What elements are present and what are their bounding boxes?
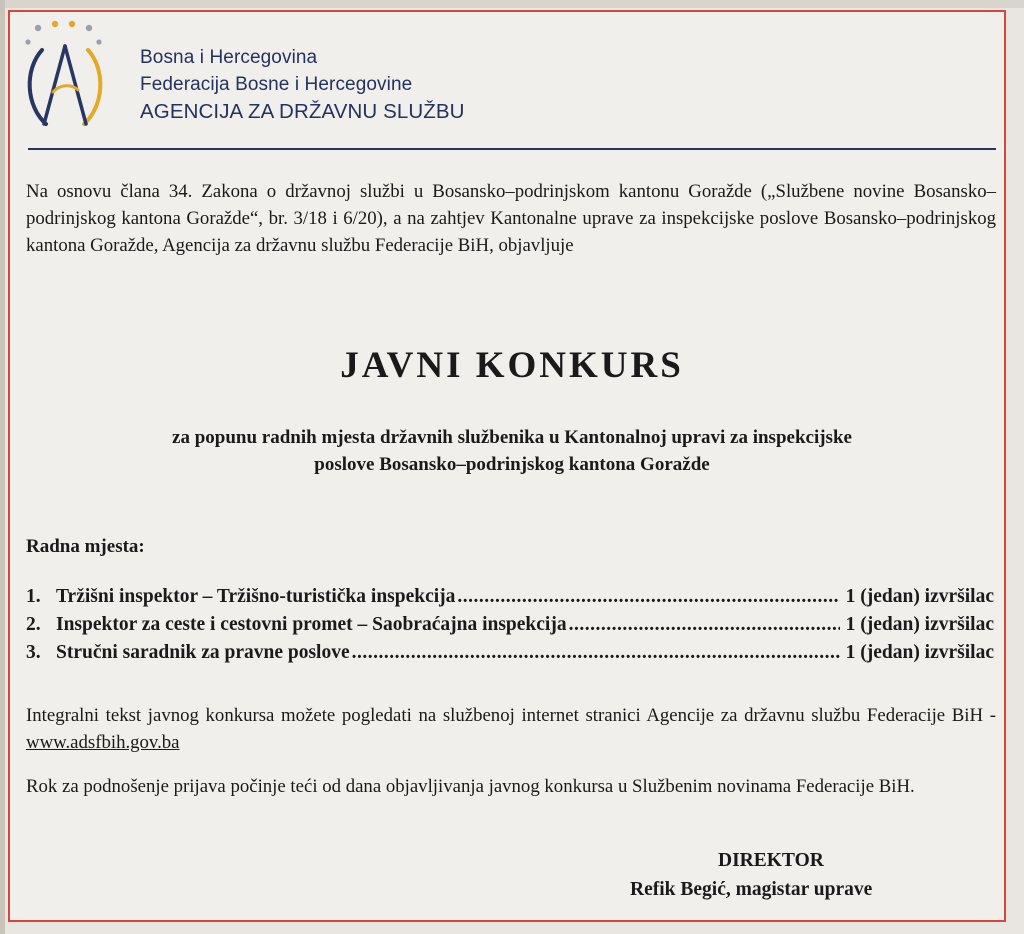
dot-leader	[457, 586, 839, 608]
position-title: Inspektor za ceste i cestovni promet – Saobraćajna inspekcija	[56, 614, 567, 635]
scan-top-strip	[0, 0, 1024, 8]
dot-leader	[569, 614, 840, 636]
position-title: Stručni saradnik za pravne poslove	[56, 642, 350, 663]
position-count: 1 (jedan) izvršilac	[845, 642, 994, 663]
position-number: 3.	[26, 642, 41, 663]
federation-name: Federacija Bosne i Hercegovine	[140, 74, 413, 95]
subtitle-line-1: za popunu radnih mjesta državnih službenika u Kantonalnoj upravi za inspekcijske	[172, 427, 852, 448]
agency-header	[140, 44, 465, 125]
position-item	[26, 586, 994, 614]
position-count: 1 (jedan) izvršilac	[845, 586, 994, 607]
position-number: 1.	[26, 586, 41, 607]
announcement-title: JAVNI KONKURS	[340, 345, 684, 386]
integral-text-paragraph	[26, 702, 996, 756]
subtitle-line-2: poslove Bosansko–podrinjskog kantona Goražde	[314, 454, 710, 475]
scan-left-edge	[0, 0, 5, 934]
intro-paragraph: Na osnovu člana 34. Zakona o državnoj službi u Bosansko–podrinjskom kantonu Goražde („Službene novine Bosansko–podrinjskog kantona Goražde“, br. 3/18 i 6/20), a na zahtjev Kantonalne uprave za inspekcijske poslove Bosansko–podrinjskog kantona Goražde, Agencija za državnu službu Federacije BiH, objavljuje	[26, 181, 996, 256]
signature-title: DIREKTOR	[718, 850, 824, 871]
deadline-paragraph: Rok za podnošenje prijava počinje teći od dana objavljivanja javnog konkursa u Službenim novinama Federacije BiH.	[26, 776, 915, 797]
header-divider	[28, 148, 996, 150]
position-title: Tržišni inspektor – Tržišno-turistička inspekcija	[56, 586, 456, 607]
positions-list	[26, 586, 994, 670]
agency-name: AGENCIJA ZA DRŽAVNU SLUŽBU	[140, 100, 465, 123]
dot-leader	[352, 642, 840, 664]
position-item	[26, 614, 994, 642]
position-item	[26, 642, 994, 670]
agency-logo	[20, 20, 120, 132]
integral-text: Integralni tekst javnog konkursa možete pogledati na službenoj internet stranici Agencije za državnu službu Federacije BiH -	[26, 705, 996, 726]
positions-label: Radna mjesta:	[26, 536, 145, 557]
signature-block	[600, 846, 1000, 904]
signature-name: Refik Begić, magistar uprave	[630, 879, 873, 900]
announcement-subtitle	[40, 424, 984, 478]
position-count: 1 (jedan) izvršilac	[845, 614, 994, 635]
country-name: Bosna i Hercegovina	[140, 47, 318, 68]
website-link[interactable]: www.adsfbih.gov.ba	[26, 732, 180, 753]
position-number: 2.	[26, 614, 41, 635]
